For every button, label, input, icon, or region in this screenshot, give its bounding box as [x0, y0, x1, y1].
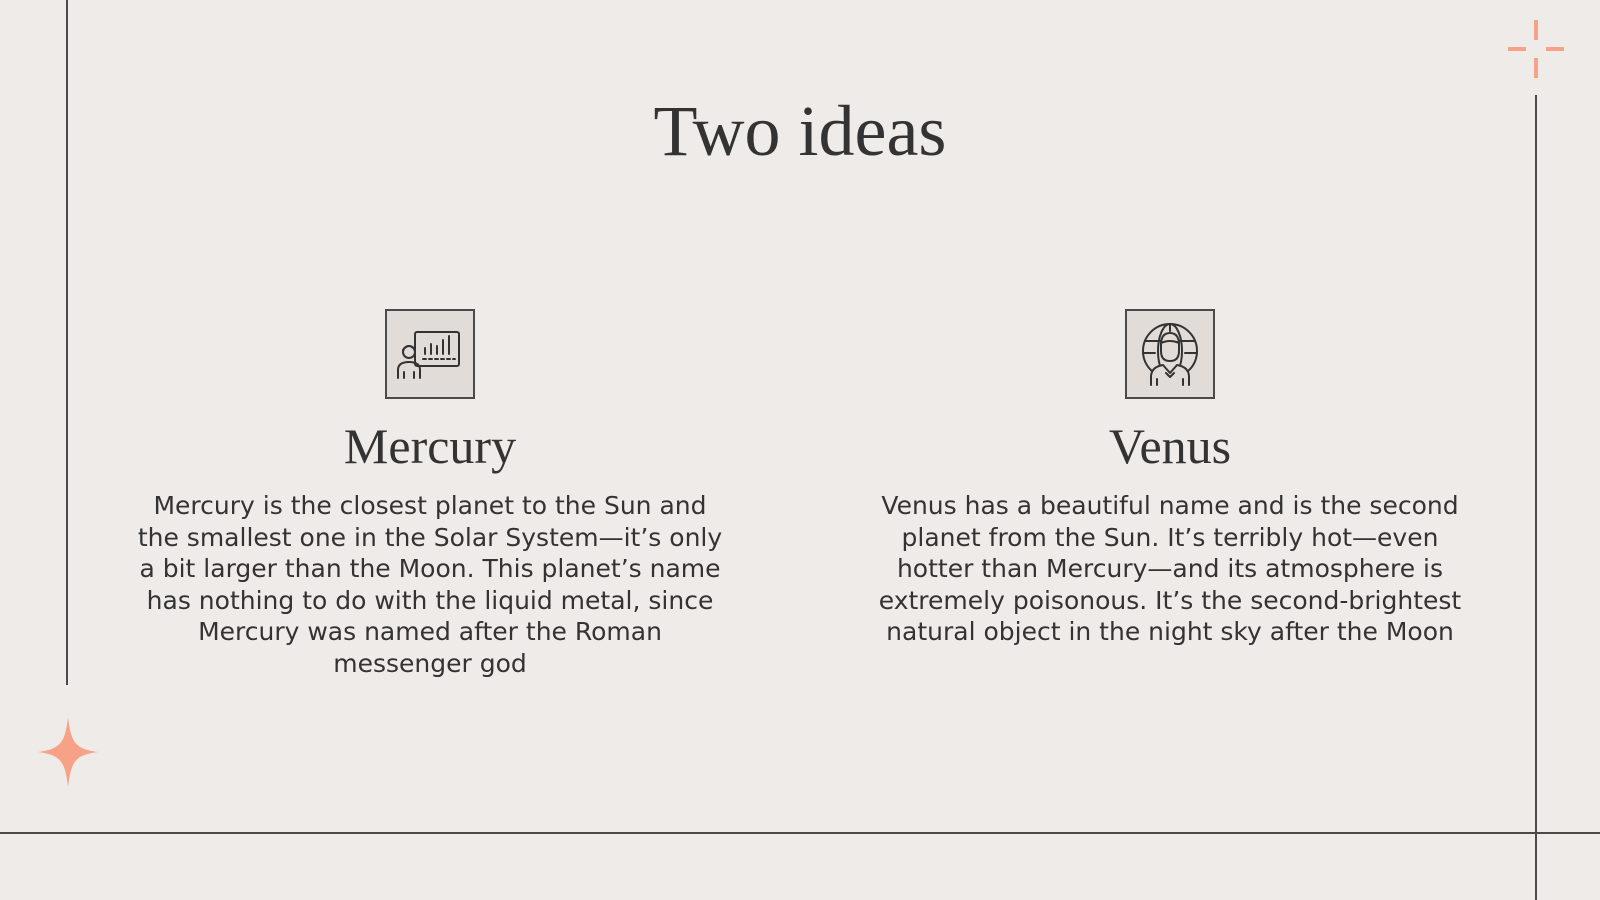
right-vertical-line: [1535, 95, 1537, 900]
column-body-text: Venus has a beautiful name and is the second planet from the Sun. It’s terribly hot—even hotter than Mercury—and its atmosphere is extremely poisonous. It’s the second-brightest natural object in the night sky after the Moon: [878, 491, 1462, 646]
icon-box: [1125, 309, 1215, 399]
slide-title: Two ideas: [653, 91, 947, 171]
idea-column-mercury: [130, 309, 730, 679]
bottom-horizontal-line: [0, 832, 1600, 834]
column-heading: Venus: [1108, 418, 1232, 474]
globe-person-icon: [1139, 321, 1201, 387]
column-body-text: Mercury is the closest planet to the Sun and the smallest one in the Solar System—it’s only a bit larger than the Moon. This planet’s name has nothing to do with the liquid metal, since Mercury was named after the Roman messenger god: [137, 491, 723, 678]
idea-column-venus: [870, 309, 1470, 648]
presenter-chart-icon: [395, 326, 465, 382]
four-point-star-icon: [38, 717, 98, 787]
crosshair-icon: [1506, 18, 1566, 80]
column-heading: Mercury: [343, 418, 517, 474]
icon-box: [385, 309, 475, 399]
